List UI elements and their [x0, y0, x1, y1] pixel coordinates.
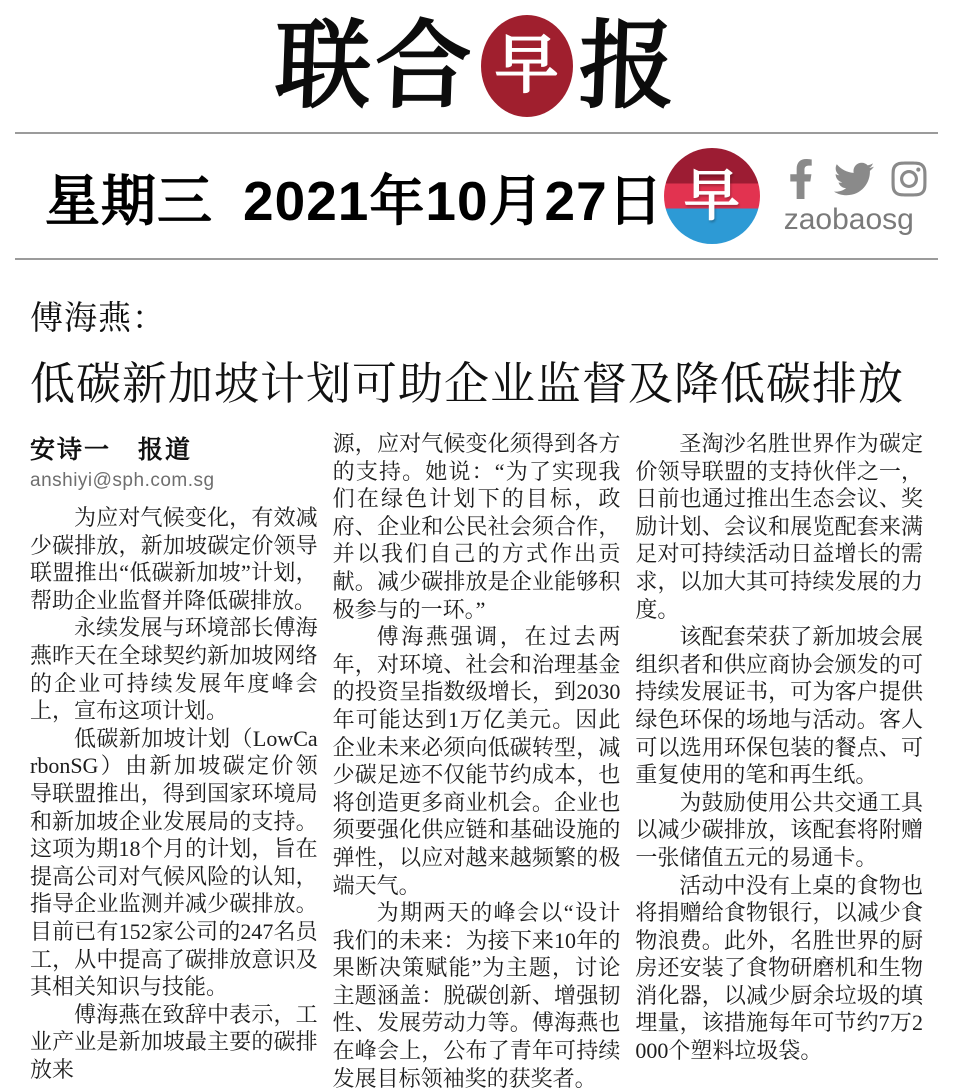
article-column-1 [30, 430, 318, 1092]
masthead-logo-circle-icon [481, 15, 573, 117]
column-3-paragraphs [635, 430, 923, 1065]
instagram-icon[interactable] [890, 159, 928, 199]
facebook-icon[interactable] [784, 159, 818, 199]
article-columns [30, 430, 923, 1092]
date-bar [0, 134, 953, 258]
article-paragraph: 低碳新加坡计划（LowCarbonSG）由新加坡碳定价领导联盟推出，得到国家环境局和新加坡企业发展局的支持。这项为期18个月的计划，旨在提高公司对气候风险的认知，指导企业监测并减少碳排放。目前已有152家公司的247名员工，从中提高了碳排放意识及其相关知识与技能。 [30, 725, 318, 1000]
zaobao-masthead-logo [272, 9, 681, 122]
social-block [784, 157, 953, 236]
date-label: 2021年10月27日 [243, 169, 664, 232]
masthead-circle-character: 早 [494, 28, 559, 103]
article-paragraph: 圣淘沙名胜世界作为碳定价领导联盟的支持伙伴之一，日前也通过推出生态会议、奖励计划、会议和展览配套来满足对可持续活动日益增长的需求，以加大其可持续发展的力度。 [635, 431, 924, 622]
article-paragraph: 源，应对气候变化须得到各方的支持。她说：“为了实现我们在绿色计划下的目标，政府、企业和公民社会须合作，并以我们自己的方式作出贡献。减少碳排放是企业能够积极参与的一环。” [332, 431, 621, 622]
article-paragraph: 永续发展与环境部长傅海燕昨天在全球契约新加坡网络的企业可持续发展年度峰会上，宣布这项计划。 [30, 615, 318, 724]
article-paragraph: 傅海燕强调，在过去两年，对环境、社会和治理基金的投资呈指数级增长，到2030年可能达到1万亿美元。因此企业未来必须向低碳转型，减少碳足迹不仅能节约成本，也将创造更多商业机会。企业也须要强化供应链和基础设施的弹性，以应对越来越频繁的极端天气。 [332, 624, 621, 898]
byline-email[interactable]: anshiyi@sph.com.sg [30, 470, 215, 491]
article-paragraph: 为应对气候变化，有效减少碳排放，新加坡碳定价领导联盟推出“低碳新加坡”计划，帮助企业监督并降低碳排放。 [30, 505, 318, 613]
article-paragraph: 活动中没有上桌的食物也将捐赠给食物银行，以减少食物浪费。此外，名胜世界的厨房还安装了食物研磨机和生物消化器，以减少厨余垃圾的填埋量，该措施每年可节约7万2000个塑料垃圾袋。 [635, 872, 924, 1064]
divider-datebar [15, 258, 938, 260]
article-paragraph: 为鼓励使用公共交通工具以减少碳排放，该配套将附赠一张储值五元的易通卡。 [635, 789, 924, 870]
masthead-logo-text-left: 联合 [272, 9, 477, 122]
masthead [0, 0, 953, 132]
twitter-icon[interactable] [832, 159, 876, 199]
article-paragraph: 为期两天的峰会以“设计我们的未来：为接下来10年的果断决策赋能”为主题，讨论主题涵盖：脱碳创新、增强韧性、发展劳动力等。傅海燕也在峰会上，公布了青年可持续发展目标领袖奖的获奖者。 [332, 900, 621, 1091]
zaobao-logo-character: 早 [683, 163, 740, 229]
article-column-3 [635, 430, 923, 1092]
article [0, 292, 953, 1092]
column-1-paragraphs [30, 504, 318, 1083]
column-2-paragraphs [333, 430, 621, 1092]
article-paragraph: 该配套荣获了新加坡会展组织者和供应商协会颁发的可持续发展证书，可为客户提供绿色环保的场地与活动。客人可以选用环保包装的餐点、可重复使用的笔和再生纸。 [635, 624, 924, 788]
page-title: 低碳新加坡计划可助企业监督及降低碳排放 [30, 358, 905, 409]
article-column-2 [333, 430, 621, 1092]
article-paragraph: 傅海燕在致辞中表示，工业产业是新加坡最主要的碳排放来 [30, 1001, 318, 1082]
headline-kicker: 傅海燕： [30, 299, 166, 336]
byline-author: 安诗一 报道 [30, 436, 193, 464]
social-handle: zaobaosg [783, 202, 914, 236]
zaobao-app-logo-icon [664, 148, 760, 244]
publication-date [45, 157, 664, 236]
weekday-label: 星期三 [45, 169, 214, 232]
masthead-logo-text-right: 报 [576, 9, 681, 122]
